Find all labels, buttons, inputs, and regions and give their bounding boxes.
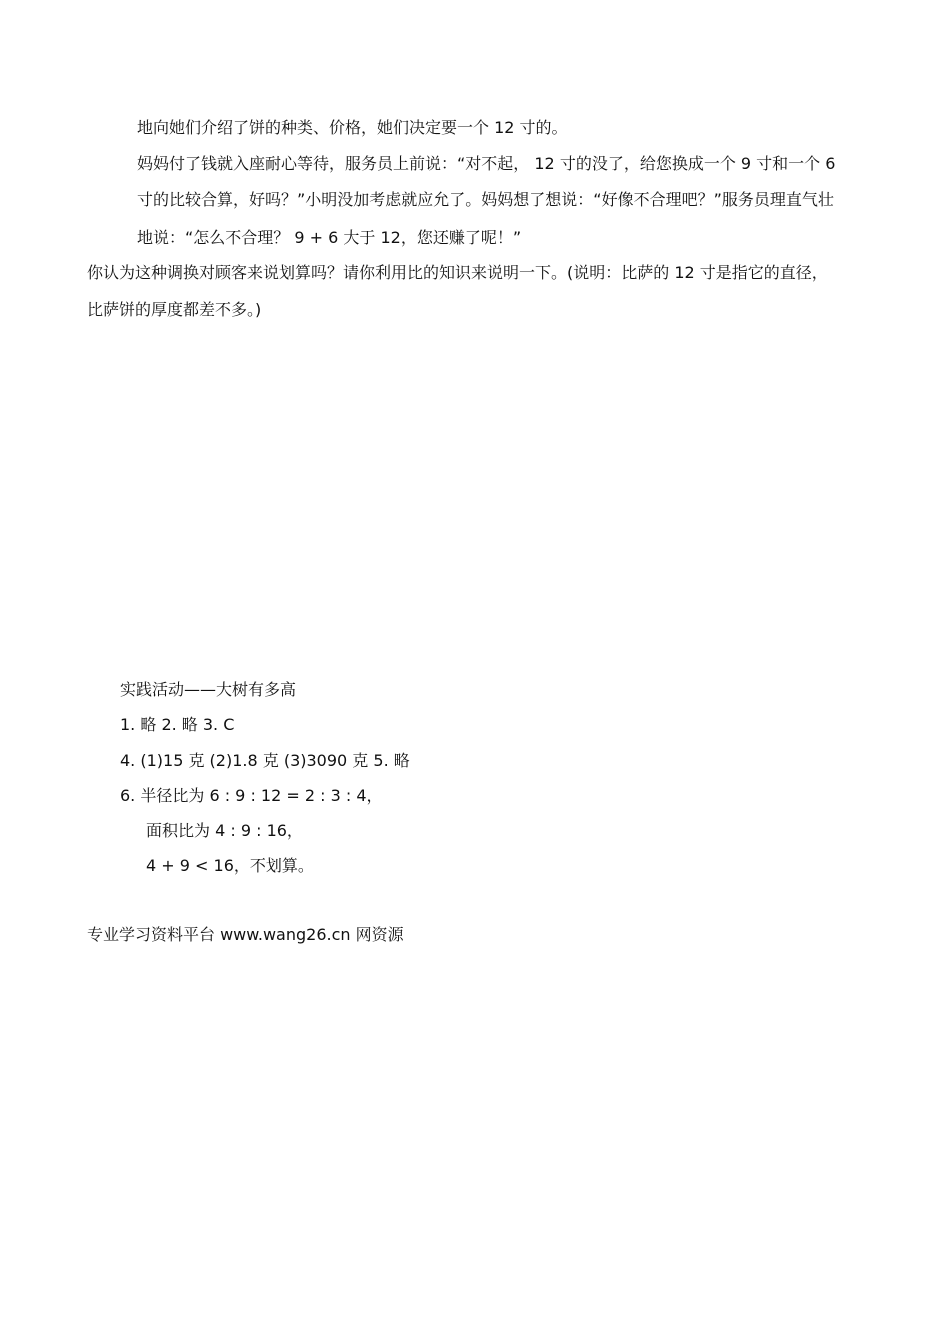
question-line-1: 你认为这种调换对顾客来说划算吗？请你利用比的知识来说明一下。(说明：比萨的 12 寸是指它的直径， xyxy=(87,263,828,282)
story-line-3: 寸的比较合算，好吗？”小明没加考虑就应允了。妈妈想了想说：“好像不合理吧？”服务员理直气壮 xyxy=(137,190,834,209)
answer-row-4: 面积比为 4 : 9 : 16， xyxy=(146,821,303,840)
answer-row-3: 6. 半径比为 6 : 9 : 12 = 2 : 3 : 4， xyxy=(120,786,383,805)
answer-row-2: 4. (1)15 克 (2)1.8 克 (3)3090 克 5. 略 xyxy=(120,751,410,770)
story-line-2: 妈妈付了钱就入座耐心等待，服务员上前说：“对不起， 12 寸的没了，给您换成一个 9 寸和一个 6 xyxy=(137,154,836,173)
footer-text: 专业学习资料平台 www.wang26.cn 网资源 xyxy=(87,925,404,944)
answer-row-5: 4 + 9 < 16，不划算。 xyxy=(146,856,314,875)
story-line-4: 地说：“怎么不合理？ 9 + 6 大于 12，您还赚了呢！” xyxy=(137,228,522,247)
answer-row-1: 1. 略 2. 略 3. C xyxy=(120,715,235,734)
question-line-2: 比萨饼的厚度都差不多。) xyxy=(87,300,262,319)
answers-title: 实践活动——大树有多高 xyxy=(120,680,297,699)
story-line-1: 地向她们介绍了饼的种类、价格，她们决定要一个 12 寸的。 xyxy=(137,118,568,137)
